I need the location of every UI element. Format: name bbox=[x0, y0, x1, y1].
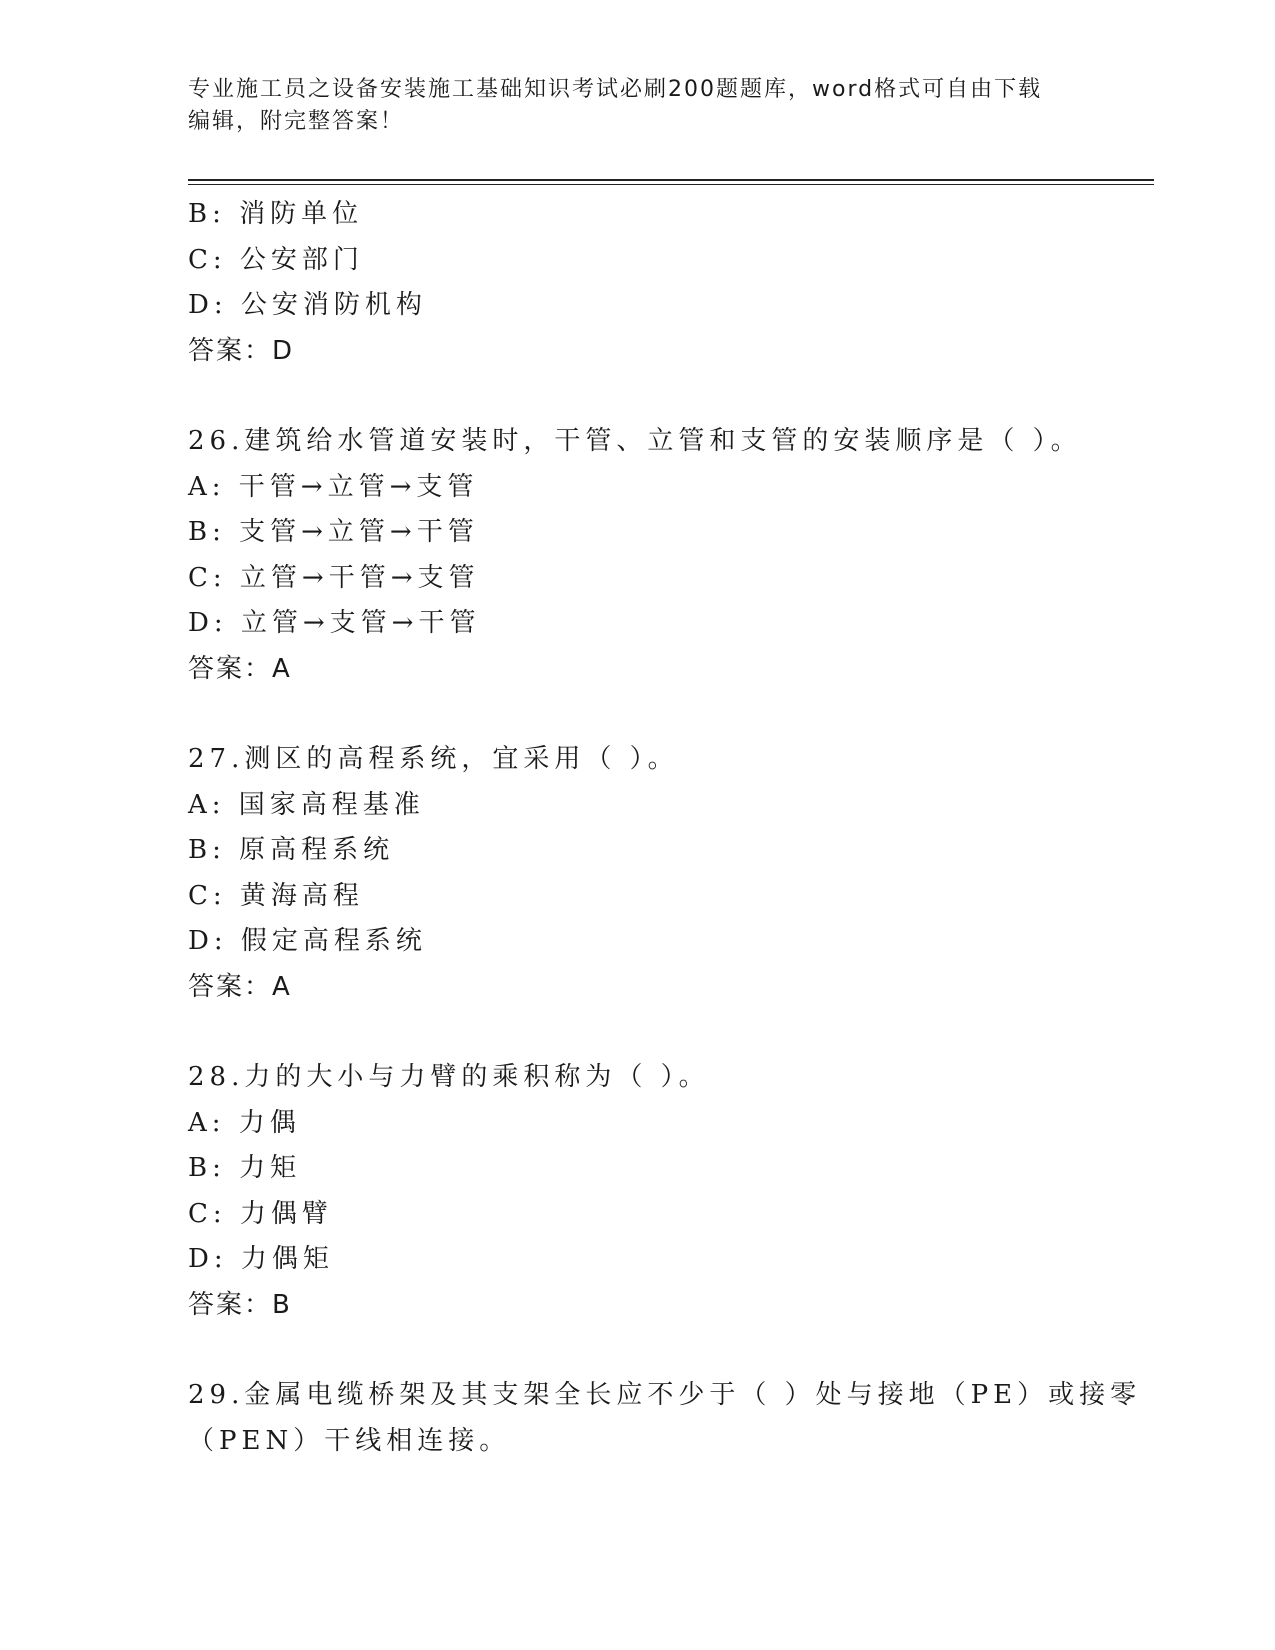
question-text: 27.测区的高程系统，宜采用（ ）。 bbox=[188, 744, 679, 774]
option-c: C: 立管→干管→支管 bbox=[188, 562, 480, 593]
answer-line: 答案：B bbox=[188, 1289, 292, 1320]
option-a: A: 国家高程基准 bbox=[188, 789, 425, 820]
question-block-prev bbox=[188, 192, 1154, 374]
spacer bbox=[188, 374, 1154, 419]
header-rule-thick bbox=[188, 179, 1154, 181]
question-block-27 bbox=[188, 737, 1154, 1010]
answer-line: 答案：D bbox=[188, 335, 295, 366]
spacer bbox=[188, 692, 1154, 737]
answer-line: 答案：A bbox=[188, 971, 292, 1002]
option-b: B: 消防单位 bbox=[188, 199, 364, 229]
document-header bbox=[188, 74, 1088, 138]
question-text: 28.力的大小与力臂的乘积称为（ ）。 bbox=[188, 1062, 710, 1092]
option-b: B: 支管→立管→干管 bbox=[188, 517, 479, 547]
header-rule-thin bbox=[188, 184, 1154, 185]
question-block-26 bbox=[188, 419, 1154, 692]
question-text-line-1: 29.金属电缆桥架及其支架全长应不少于（ ）处与接地（PE）或接零 bbox=[188, 1380, 1142, 1410]
option-d: D: 力偶矩 bbox=[188, 1244, 334, 1274]
spacer bbox=[188, 1010, 1154, 1055]
spacer bbox=[188, 1328, 1154, 1373]
option-d: D: 立管→支管→干管 bbox=[188, 608, 481, 638]
option-a: A: 力偶 bbox=[188, 1107, 301, 1138]
question-text: 26.建筑给水管道安装时，干管、立管和支管的安装顺序是（ ）。 bbox=[188, 426, 1082, 456]
option-c: C: 公安部门 bbox=[188, 244, 364, 275]
option-c: C: 黄海高程 bbox=[188, 880, 364, 911]
question-block-28 bbox=[188, 1055, 1154, 1328]
answer-line: 答案：A bbox=[188, 653, 292, 684]
header-line-2: 编辑，附完整答案！ bbox=[188, 109, 405, 134]
header-line-1: 专业施工员之设备安装施工基础知识考试必刷200题题库，word格式可自由下载 bbox=[188, 77, 1043, 102]
question-text-line-2: （PEN）干线相连接。 bbox=[188, 1425, 511, 1456]
question-list bbox=[188, 192, 1154, 1464]
option-c: C: 力偶臂 bbox=[188, 1198, 333, 1229]
option-d: D: 公安消防机构 bbox=[188, 290, 427, 320]
question-block-29 bbox=[188, 1373, 1154, 1464]
option-a: A: 干管→立管→支管 bbox=[188, 471, 479, 502]
option-b: B: 原高程系统 bbox=[188, 835, 395, 865]
option-b: B: 力矩 bbox=[188, 1153, 302, 1183]
option-d: D: 假定高程系统 bbox=[188, 926, 427, 956]
